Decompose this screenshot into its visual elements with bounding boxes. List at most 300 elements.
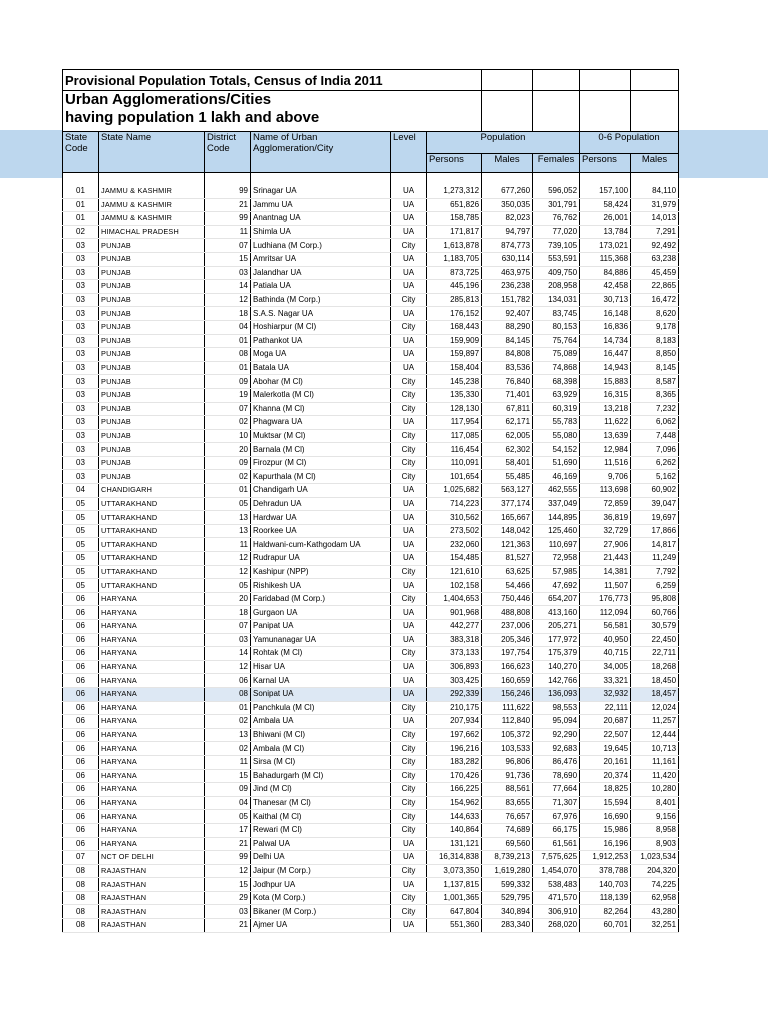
cell-persons-0-6: 140,703 (580, 878, 631, 892)
cell-state-code: 03 (63, 293, 99, 307)
cell-level: City (391, 320, 427, 334)
cell-district-code: 99 (205, 212, 251, 226)
cell-males-0-6: 8,850 (631, 348, 679, 362)
cell-males-0-6: 22,865 (631, 280, 679, 294)
cell-males: 340,894 (482, 905, 533, 919)
table-row (63, 687, 679, 701)
cell-district-code: 12 (205, 565, 251, 579)
cell-state-name: PUNJAB (99, 361, 205, 375)
cell-males-0-6: 7,232 (631, 402, 679, 416)
cell-level: UA (391, 552, 427, 566)
cell-persons: 101,654 (427, 470, 482, 484)
cell-persons: 373,133 (427, 647, 482, 661)
cell-state-name: PUNJAB (99, 388, 205, 402)
cell-persons: 551,360 (427, 919, 482, 933)
cell-females: 95,094 (533, 715, 580, 729)
cell-ua-name: Palwal UA (251, 837, 391, 851)
cell-females: 67,976 (533, 810, 580, 824)
cell-males: 165,667 (482, 511, 533, 525)
table-row (63, 334, 679, 348)
cell-females: 144,895 (533, 511, 580, 525)
cell-males: 112,840 (482, 715, 533, 729)
cell-females: 46,169 (533, 470, 580, 484)
cell-district-code: 18 (205, 606, 251, 620)
cell-state-code: 01 (63, 198, 99, 212)
header-district-code: District Code (205, 132, 251, 173)
cell-state-code: 03 (63, 320, 99, 334)
header-males-0-6: Males (631, 154, 679, 173)
cell-state-code: 03 (63, 266, 99, 280)
table-row (63, 620, 679, 634)
cell-males: 111,622 (482, 701, 533, 715)
cell-females: 1,454,070 (533, 864, 580, 878)
cell-level: City (391, 742, 427, 756)
table-row (63, 742, 679, 756)
cell-level: UA (391, 497, 427, 511)
cell-ua-name: Sirsa (M Cl) (251, 755, 391, 769)
cell-persons: 442,277 (427, 620, 482, 634)
table-row (63, 497, 679, 511)
cell-males: 1,619,280 (482, 864, 533, 878)
header-level: Level (391, 132, 427, 173)
cell-males-0-6: 84,110 (631, 185, 679, 198)
cell-persons-0-6: 173,021 (580, 239, 631, 253)
cell-district-code: 12 (205, 552, 251, 566)
cell-state-code: 06 (63, 633, 99, 647)
cell-females: 68,398 (533, 375, 580, 389)
cell-district-code: 13 (205, 728, 251, 742)
cell-ua-name: Ludhiana (M Corp.) (251, 239, 391, 253)
cell-district-code: 13 (205, 524, 251, 538)
cell-females: 55,783 (533, 416, 580, 430)
cell-district-code: 05 (205, 579, 251, 593)
cell-ua-name: Patiala UA (251, 280, 391, 294)
cell-persons: 1,183,705 (427, 252, 482, 266)
cell-state-code: 03 (63, 239, 99, 253)
cell-state-name: PUNJAB (99, 456, 205, 470)
cell-ua-name: Rudrapur UA (251, 552, 391, 566)
cell-persons: 210,175 (427, 701, 482, 715)
cell-persons-0-6: 72,859 (580, 497, 631, 511)
cell-level: UA (391, 484, 427, 498)
cell-state-code: 06 (63, 592, 99, 606)
table-row (63, 905, 679, 919)
cell-level: City (391, 456, 427, 470)
cell-persons-0-6: 16,836 (580, 320, 631, 334)
cell-state-code: 03 (63, 470, 99, 484)
cell-persons: 285,813 (427, 293, 482, 307)
cell-level: UA (391, 361, 427, 375)
cell-males-0-6: 8,958 (631, 823, 679, 837)
table-row (63, 320, 679, 334)
cell-district-code: 17 (205, 823, 251, 837)
table-row (63, 293, 679, 307)
cell-males: 83,536 (482, 361, 533, 375)
cell-persons: 159,909 (427, 334, 482, 348)
cell-level: City (391, 796, 427, 810)
cell-males: 94,797 (482, 225, 533, 239)
cell-state-code: 06 (63, 742, 99, 756)
cell-females: 177,972 (533, 633, 580, 647)
cell-persons: 158,785 (427, 212, 482, 226)
cell-persons: 110,091 (427, 456, 482, 470)
cell-females: 75,764 (533, 334, 580, 348)
cell-ua-name: Bathinda (M Corp.) (251, 293, 391, 307)
cell-ua-name: Rohtak (M Cl) (251, 647, 391, 661)
cell-persons: 445,196 (427, 280, 482, 294)
cell-state-name: PUNJAB (99, 402, 205, 416)
cell-males: 103,533 (482, 742, 533, 756)
cell-district-code: 12 (205, 864, 251, 878)
cell-ua-name: Bhiwani (M Cl) (251, 728, 391, 742)
cell-ua-name: Hoshiarpur (M Cl) (251, 320, 391, 334)
cell-state-name: HARYANA (99, 728, 205, 742)
cell-persons: 303,425 (427, 674, 482, 688)
cell-males-0-6: 95,808 (631, 592, 679, 606)
cell-state-name: HARYANA (99, 620, 205, 634)
cell-males-0-6: 9,156 (631, 810, 679, 824)
cell-state-name: PUNJAB (99, 307, 205, 321)
cell-ua-name: Amritsar UA (251, 252, 391, 266)
table-row (63, 878, 679, 892)
cell-district-code: 07 (205, 402, 251, 416)
cell-state-name: PUNJAB (99, 280, 205, 294)
cell-district-code: 02 (205, 470, 251, 484)
cell-ua-name: Roorkee UA (251, 524, 391, 538)
cell-ua-name: Chandigarh UA (251, 484, 391, 498)
cell-state-code: 06 (63, 620, 99, 634)
cell-males-0-6: 19,697 (631, 511, 679, 525)
table-row (63, 252, 679, 266)
cell-males: 76,840 (482, 375, 533, 389)
cell-level: UA (391, 416, 427, 430)
cell-ua-name: Sonipat UA (251, 687, 391, 701)
table-row (63, 552, 679, 566)
cell-district-code: 02 (205, 742, 251, 756)
cell-state-name: RAJASTHAN (99, 891, 205, 905)
table-row (63, 660, 679, 674)
cell-state-name: HARYANA (99, 823, 205, 837)
cell-persons: 197,662 (427, 728, 482, 742)
cell-level: UA (391, 348, 427, 362)
cell-persons-0-6: 21,443 (580, 552, 631, 566)
cell-females: 77,664 (533, 783, 580, 797)
cell-ua-name: Jind (M Cl) (251, 783, 391, 797)
cell-state-code: 03 (63, 429, 99, 443)
table-row (63, 592, 679, 606)
cell-males-0-6: 39,047 (631, 497, 679, 511)
cell-males: 205,346 (482, 633, 533, 647)
cell-ua-name: Batala UA (251, 361, 391, 375)
cell-males: 463,975 (482, 266, 533, 280)
cell-persons: 121,610 (427, 565, 482, 579)
cell-level: UA (391, 579, 427, 593)
census-table (62, 69, 679, 933)
cell-males: 350,035 (482, 198, 533, 212)
cell-persons: 176,152 (427, 307, 482, 321)
cell-males-0-6: 11,420 (631, 769, 679, 783)
cell-persons-0-6: 16,315 (580, 388, 631, 402)
cell-males-0-6: 12,444 (631, 728, 679, 742)
cell-males-0-6: 8,145 (631, 361, 679, 375)
cell-females: 61,561 (533, 837, 580, 851)
cell-state-name: HARYANA (99, 715, 205, 729)
cell-males-0-6: 204,320 (631, 864, 679, 878)
cell-females: 98,553 (533, 701, 580, 715)
cell-ua-name: Kapurthala (M Cl) (251, 470, 391, 484)
cell-level: UA (391, 524, 427, 538)
cell-persons-0-6: 118,139 (580, 891, 631, 905)
cell-males: 121,363 (482, 538, 533, 552)
cell-state-name: HARYANA (99, 796, 205, 810)
cell-males: 488,808 (482, 606, 533, 620)
cell-persons: 714,223 (427, 497, 482, 511)
cell-persons-0-6: 15,986 (580, 823, 631, 837)
table-row (63, 783, 679, 797)
cell-males-0-6: 7,096 (631, 443, 679, 457)
table-row (63, 484, 679, 498)
cell-level: UA (391, 307, 427, 321)
cell-persons-0-6: 19,645 (580, 742, 631, 756)
cell-females: 140,270 (533, 660, 580, 674)
cell-state-name: UTTARAKHAND (99, 579, 205, 593)
cell-level: UA (391, 660, 427, 674)
cell-males: 874,773 (482, 239, 533, 253)
sheet-title: Provisional Population Totals, Census of India 2011 (63, 70, 482, 91)
cell-persons: 158,404 (427, 361, 482, 375)
cell-persons: 207,934 (427, 715, 482, 729)
cell-state-code: 03 (63, 402, 99, 416)
cell-state-name: HARYANA (99, 606, 205, 620)
cell-district-code: 04 (205, 320, 251, 334)
cell-persons-0-6: 30,713 (580, 293, 631, 307)
cell-males-0-6: 8,903 (631, 837, 679, 851)
cell-males: 88,290 (482, 320, 533, 334)
cell-females: 71,307 (533, 796, 580, 810)
cell-persons: 306,893 (427, 660, 482, 674)
cell-level: City (391, 239, 427, 253)
cell-ua-name: Thanesar (M Cl) (251, 796, 391, 810)
cell-males: 96,806 (482, 755, 533, 769)
cell-level: UA (391, 225, 427, 239)
cell-state-name: CHANDIGARH (99, 484, 205, 498)
cell-males-0-6: 18,450 (631, 674, 679, 688)
table-row (63, 701, 679, 715)
cell-state-code: 01 (63, 212, 99, 226)
cell-state-code: 06 (63, 715, 99, 729)
cell-females: 76,762 (533, 212, 580, 226)
cell-females: 462,555 (533, 484, 580, 498)
cell-level: UA (391, 837, 427, 851)
cell-males-0-6: 6,062 (631, 416, 679, 430)
cell-district-code: 15 (205, 878, 251, 892)
cell-district-code: 13 (205, 511, 251, 525)
cell-level: UA (391, 252, 427, 266)
cell-district-code: 07 (205, 239, 251, 253)
cell-ua-name: Haldwani-cum-Kathgodam UA (251, 538, 391, 552)
cell-state-name: PUNJAB (99, 375, 205, 389)
cell-level: UA (391, 266, 427, 280)
cell-district-code: 01 (205, 484, 251, 498)
cell-males-0-6: 8,620 (631, 307, 679, 321)
cell-persons: 1,404,653 (427, 592, 482, 606)
cell-level: City (391, 755, 427, 769)
cell-persons-0-6: 378,788 (580, 864, 631, 878)
cell-males: 599,332 (482, 878, 533, 892)
table-row (63, 361, 679, 375)
cell-state-code: 05 (63, 579, 99, 593)
cell-district-code: 03 (205, 905, 251, 919)
cell-ua-name: Khanna (M Cl) (251, 402, 391, 416)
cell-state-name: PUNJAB (99, 443, 205, 457)
cell-district-code: 09 (205, 375, 251, 389)
cell-males: 91,736 (482, 769, 533, 783)
cell-males: 55,485 (482, 470, 533, 484)
cell-district-code: 11 (205, 538, 251, 552)
cell-level: City (391, 864, 427, 878)
cell-state-code: 06 (63, 687, 99, 701)
cell-level: City (391, 375, 427, 389)
table-row (63, 307, 679, 321)
cell-males-0-6: 1,023,534 (631, 851, 679, 865)
cell-ua-name: Malerkotla (M Cl) (251, 388, 391, 402)
cell-state-name: HARYANA (99, 810, 205, 824)
cell-state-name: PUNJAB (99, 320, 205, 334)
cell-state-code: 06 (63, 660, 99, 674)
cell-state-code: 03 (63, 348, 99, 362)
cell-ua-name: Barnala (M Cl) (251, 443, 391, 457)
cell-ua-name: Jodhpur UA (251, 878, 391, 892)
cell-ua-name: Jaipur (M Corp.) (251, 864, 391, 878)
cell-level: City (391, 728, 427, 742)
cell-males-0-6: 22,711 (631, 647, 679, 661)
cell-state-name: HARYANA (99, 755, 205, 769)
header-state-code: State Code (63, 132, 99, 173)
table-row (63, 348, 679, 362)
cell-level: City (391, 293, 427, 307)
cell-ua-name: Abohar (M Cl) (251, 375, 391, 389)
table-row (63, 524, 679, 538)
cell-state-code: 02 (63, 225, 99, 239)
cell-persons-0-6: 32,932 (580, 687, 631, 701)
table-row (63, 511, 679, 525)
cell-state-code: 06 (63, 769, 99, 783)
cell-males-0-6: 11,249 (631, 552, 679, 566)
cell-state-code: 05 (63, 538, 99, 552)
cell-persons-0-6: 14,943 (580, 361, 631, 375)
cell-females: 110,697 (533, 538, 580, 552)
cell-persons-0-6: 12,984 (580, 443, 631, 457)
cell-persons-0-6: 42,458 (580, 280, 631, 294)
cell-persons-0-6: 16,690 (580, 810, 631, 824)
cell-males-0-6: 17,866 (631, 524, 679, 538)
cell-females: 77,020 (533, 225, 580, 239)
cell-males: 74,689 (482, 823, 533, 837)
cell-males-0-6: 14,817 (631, 538, 679, 552)
cell-persons: 171,817 (427, 225, 482, 239)
cell-level: City (391, 769, 427, 783)
cell-state-code: 03 (63, 334, 99, 348)
cell-level: UA (391, 511, 427, 525)
cell-males: 54,466 (482, 579, 533, 593)
table-row (63, 823, 679, 837)
cell-state-name: JAMMU & KASHMIR (99, 185, 205, 198)
cell-state-code: 05 (63, 552, 99, 566)
cell-level: UA (391, 633, 427, 647)
sheet-subtitle (63, 91, 482, 132)
cell-level: UA (391, 538, 427, 552)
cell-level: UA (391, 878, 427, 892)
cell-males-0-6: 45,459 (631, 266, 679, 280)
cell-persons: 310,562 (427, 511, 482, 525)
table-row (63, 891, 679, 905)
cell-persons-0-6: 112,094 (580, 606, 631, 620)
cell-males-0-6: 30,579 (631, 620, 679, 634)
cell-males-0-6: 9,178 (631, 320, 679, 334)
cell-persons: 232,060 (427, 538, 482, 552)
cell-state-name: UTTARAKHAND (99, 524, 205, 538)
cell-persons-0-6: 16,196 (580, 837, 631, 851)
cell-district-code: 09 (205, 783, 251, 797)
cell-females: 47,692 (533, 579, 580, 593)
cell-males: 236,238 (482, 280, 533, 294)
table-row (63, 443, 679, 457)
cell-state-name: HARYANA (99, 742, 205, 756)
table-row (63, 402, 679, 416)
cell-persons-0-6: 18,825 (580, 783, 631, 797)
cell-persons-0-6: 56,581 (580, 620, 631, 634)
cell-ua-name: Moga UA (251, 348, 391, 362)
cell-persons-0-6: 32,729 (580, 524, 631, 538)
cell-persons-0-6: 11,516 (580, 456, 631, 470)
header-population: Population (427, 132, 580, 154)
cell-persons: 166,225 (427, 783, 482, 797)
cell-males: 62,302 (482, 443, 533, 457)
cell-state-name: PUNJAB (99, 252, 205, 266)
cell-state-name: HARYANA (99, 701, 205, 715)
table-row (63, 429, 679, 443)
cell-level: UA (391, 919, 427, 933)
cell-persons: 651,826 (427, 198, 482, 212)
cell-females: 78,690 (533, 769, 580, 783)
cell-persons: 102,158 (427, 579, 482, 593)
cell-state-code: 05 (63, 511, 99, 525)
cell-district-code: 01 (205, 334, 251, 348)
cell-females: 142,766 (533, 674, 580, 688)
cell-males: 62,005 (482, 429, 533, 443)
cell-level: UA (391, 185, 427, 198)
cell-females: 92,290 (533, 728, 580, 742)
cell-persons-0-6: 14,381 (580, 565, 631, 579)
cell-state-name: HARYANA (99, 660, 205, 674)
cell-males: 84,808 (482, 348, 533, 362)
cell-persons: 154,962 (427, 796, 482, 810)
cell-males: 8,739,213 (482, 851, 533, 865)
cell-state-name: HARYANA (99, 783, 205, 797)
cell-males-0-6: 8,401 (631, 796, 679, 810)
cell-males: 630,114 (482, 252, 533, 266)
cell-males: 63,625 (482, 565, 533, 579)
cell-persons: 168,443 (427, 320, 482, 334)
cell-females: 739,105 (533, 239, 580, 253)
table-row (63, 280, 679, 294)
cell-district-code: 15 (205, 252, 251, 266)
cell-males-0-6: 31,979 (631, 198, 679, 212)
cell-level: City (391, 701, 427, 715)
cell-state-name: JAMMU & KASHMIR (99, 212, 205, 226)
cell-persons-0-6: 15,883 (580, 375, 631, 389)
table-row (63, 456, 679, 470)
